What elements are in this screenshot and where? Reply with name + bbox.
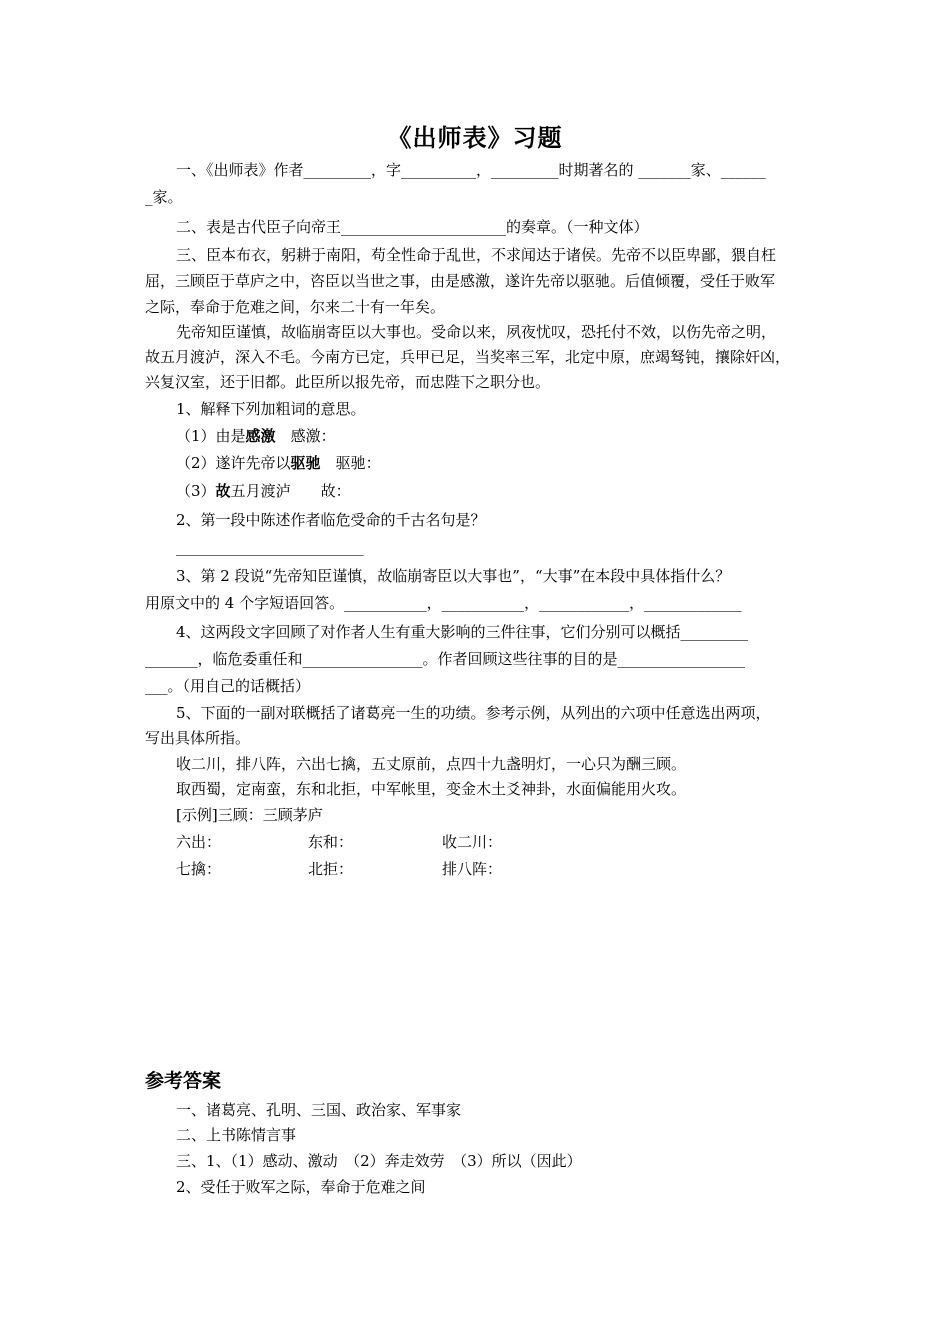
item-1-bold-word: 感激 xyxy=(245,427,276,445)
passage-1-line-1: 三、臣本布衣，躬耕于南阳，苟全性命于乱世，不求闻达于诸侯。先帝不以臣卑鄙，猥自枉 xyxy=(176,246,777,264)
sub-question-1-item-2 xyxy=(176,450,856,476)
sub-question-1-prompt: 1、解释下列加粗词的意思。 xyxy=(176,400,366,418)
sub-question-4-line-1: 4、这两段文字回顾了对作者人生有重大影响的三件往事，它们分别可以概括_________ xyxy=(176,623,749,641)
item-2-bold-word: 驱驰 xyxy=(290,454,321,472)
answer-key-heading: 参考答案 xyxy=(145,1070,222,1092)
item-3-bold-word: 故 xyxy=(215,482,231,500)
couplet-line-1: 收二川，排八阵，六出七擒，五丈原前，点四十九盏明灯，一心只为酬三顾。 xyxy=(176,755,687,773)
answer-4: 2、受任于败军之际，奉命于危难之间 xyxy=(176,1178,426,1196)
grid-cell-shouerchuan: 收二川： xyxy=(442,833,503,851)
question-2: 二、表是古代臣子向帝王______________________的奏章。（一种文体） xyxy=(176,218,649,236)
sub-question-3-line-2: 用原文中的 4 个字短语回答。___________，___________，____________，_____________ xyxy=(145,594,742,612)
item-2-prefix: （2）遂许先帝以 xyxy=(176,454,291,472)
passage-2-line-3: 兴复汉室，还于旧都。此臣所以报先帝，而忠陛下之职分也。 xyxy=(145,373,551,391)
sub-question-1-item-3 xyxy=(176,478,856,504)
sub-question-2-prompt: 2、第一段中陈述作者临危受命的千古名句是？ xyxy=(176,511,486,529)
item-3-prefix: （3） xyxy=(176,482,216,500)
passage-1-line-3: 之际，奉命于危难之间，尔来二十有一年矣。 xyxy=(145,298,446,316)
grid-cell-paibazhen: 排八阵： xyxy=(442,860,503,878)
answer-1: 一、诸葛亮、孔明、三国、政治家、军事家 xyxy=(176,1101,462,1119)
couplet-line-2: 取西蜀，定南蛮，东和北拒，中军帐里，变金木土爻神卦，水面偏能用火攻。 xyxy=(176,780,687,798)
sub-question-5-line-1: 5、下面的一副对联概括了诸葛亮一生的功绩。参考示例，从列出的六项中任意选出两项， xyxy=(176,704,771,722)
example-line: [示例]三顾：三顾茅庐 xyxy=(176,806,323,824)
sub-question-4-line-3: ___。（用自己的话概括） xyxy=(145,677,311,695)
sub-question-4-line-2: _______，临危委重任和________________。作者回顾这些往事的目的是_________________ xyxy=(145,650,746,668)
grid-cell-donghe: 东和： xyxy=(308,833,354,851)
grid-cell-beiju: 北拒： xyxy=(308,860,354,878)
item-2-suffix: 驱驰： xyxy=(320,454,381,472)
answer-grid-row-2 xyxy=(176,856,856,882)
sub-question-2-answer-blank: _________________________ xyxy=(176,538,364,556)
sub-question-1-item-1 xyxy=(176,423,856,449)
sub-question-3-line-1: 3、第 2 段说“先帝知臣谨慎，故临崩寄臣以大事也”，“大事”在本段中具体指什么？ xyxy=(176,567,731,585)
item-1-prefix: （1）由是 xyxy=(176,427,246,445)
grid-cell-liuchu: 六出： xyxy=(176,833,222,851)
grid-cell-qiqin: 七擒： xyxy=(176,860,222,878)
sub-question-5-line-2: 写出具体所指。 xyxy=(145,729,251,747)
page-title: 《出师表》习题 xyxy=(387,124,563,152)
passage-2-line-1: 先帝知臣谨慎，故临崩寄臣以大事也。受命以来，夙夜忧叹，恐托付不效，以伤先帝之明， xyxy=(176,323,777,341)
answer-3: 三、1、（1）感动、激动 （2）奔走效劳 （3）所以（因此） xyxy=(176,1152,582,1170)
passage-1-line-2: 屈，三顾臣于草庐之中，咨臣以当世之事，由是感激，遂许先帝以驱驰。后值倾覆，受任于败军 xyxy=(145,272,776,290)
answer-2: 二、上书陈情言事 xyxy=(176,1126,297,1144)
item-3-suffix: 五月渡泸 故： xyxy=(230,482,351,500)
item-1-suffix: 感激： xyxy=(275,427,336,445)
question-1-line-1: 一、《出师表》作者_________，字__________，_________时期著名的 _______家、______ xyxy=(176,161,766,179)
answer-grid-row-1 xyxy=(176,829,856,855)
passage-2-line-2: 故五月渡泸，深入不毛。今南方已定，兵甲已足，当奖率三军，北定中原，庶竭驽钝，攘除奸凶， xyxy=(145,348,791,366)
question-1-line-2: _家。 xyxy=(145,188,183,206)
